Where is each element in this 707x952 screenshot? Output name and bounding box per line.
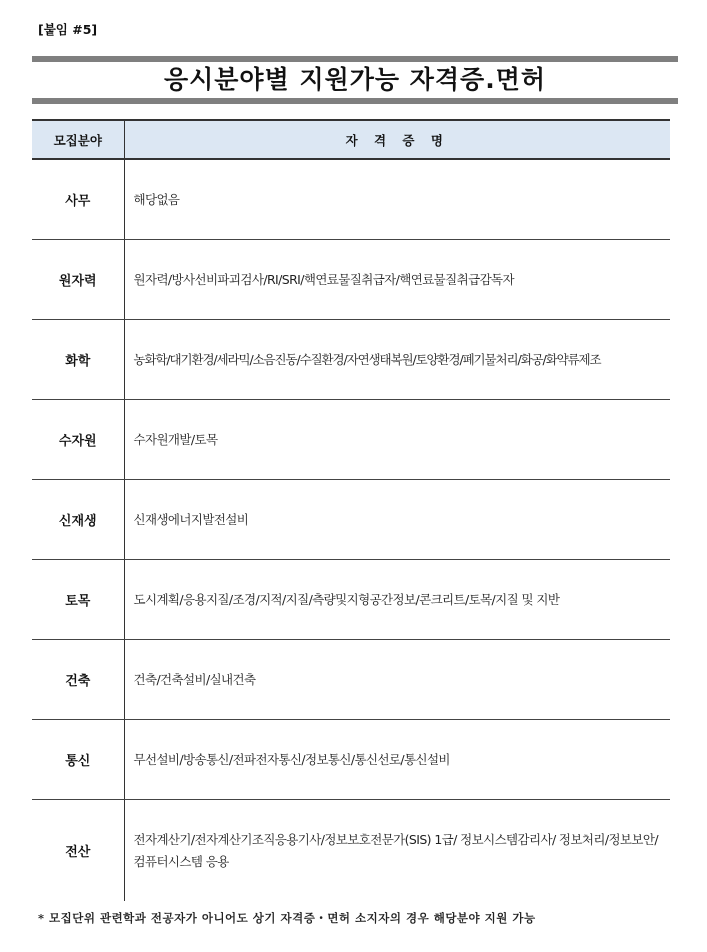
certificates-cell: 도시계획/응용지질/조경/지적/지질/측량및지형공간정보/콘크리트/토목/지질 및 지반 xyxy=(124,560,670,640)
table-row xyxy=(32,800,670,902)
field-cell: 원자력 xyxy=(32,240,124,320)
table-row xyxy=(32,240,670,320)
field-cell: 건축 xyxy=(32,640,124,720)
certificate-table xyxy=(32,119,670,901)
certificates-cell: 해당없음 xyxy=(124,159,670,240)
certificates-cell: 수자원개발/토목 xyxy=(124,400,670,480)
table-row xyxy=(32,480,670,560)
field-cell: 신재생 xyxy=(32,480,124,560)
header-field: 모집분야 xyxy=(32,120,124,159)
field-cell: 화학 xyxy=(32,320,124,400)
certificates-cell: 건축/건축설비/실내건축 xyxy=(124,640,670,720)
certificates-cell: 농화학/대기환경/세라믹/소음진동/수질환경/자연생태복원/토양환경/폐기물처리/화공/화약류제조 xyxy=(124,320,670,400)
field-cell: 토목 xyxy=(32,560,124,640)
table-header-row xyxy=(32,120,670,159)
footnote: * 모집단위 관련학과 전공자가 아니어도 상기 자격증・면허 소지자의 경우 해당분야 지원 가능 xyxy=(38,911,536,925)
attachment-label: [붙임 #5] xyxy=(38,22,98,37)
table-row xyxy=(32,159,670,240)
field-cell: 수자원 xyxy=(32,400,124,480)
certificates-cell: 신재생에너지발전설비 xyxy=(124,480,670,560)
certificates-cell: 전자계산기/전자계산기조직응용기사/정보보호전문가(SIS) 1급/ 정보시스템감리사/ 정보처리/정보보안/컴퓨터시스템 응용 xyxy=(133,831,658,869)
header-certificates: 자 격 증 명 xyxy=(124,120,670,159)
table-row xyxy=(32,400,670,480)
document-title: 응시분야별 지원가능 자격증.면허 xyxy=(163,65,546,94)
title-rule-bottom xyxy=(32,98,678,104)
certificates-cell: 원자력/방사선비파괴검사/RI/SRI/핵연료물질취급자/핵연료물질취급감독자 xyxy=(124,240,670,320)
field-cell: 통신 xyxy=(32,720,124,800)
certificates-cell: 무선설비/방송통신/전파전자통신/정보통신/통신선로/통신설비 xyxy=(124,720,670,800)
table-row xyxy=(32,320,670,400)
field-cell: 전산 xyxy=(32,800,124,902)
field-cell: 사무 xyxy=(32,159,124,240)
table-row xyxy=(32,720,670,800)
table-row xyxy=(32,560,670,640)
table-row xyxy=(32,640,670,720)
